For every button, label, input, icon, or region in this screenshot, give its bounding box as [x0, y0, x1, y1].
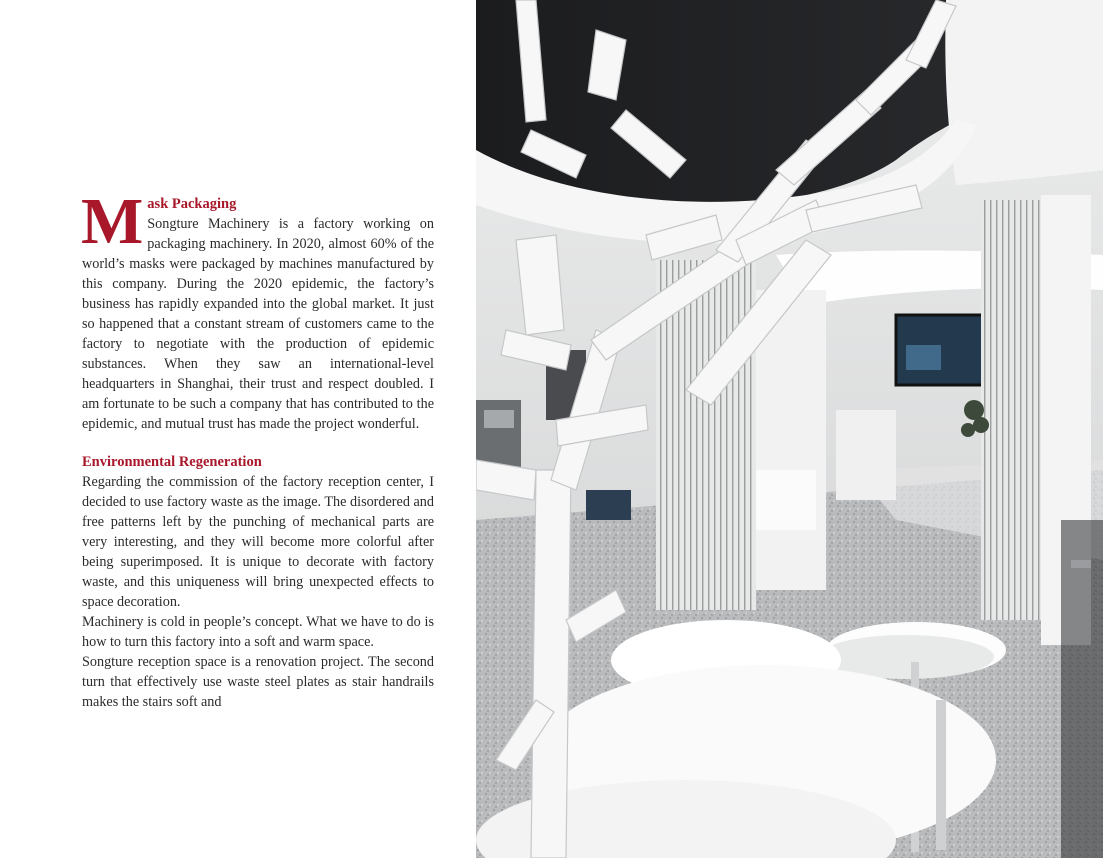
interior-photo-illustration	[476, 0, 1103, 858]
section-heading-mask-packaging: ask Packaging	[147, 196, 237, 212]
section-body-mask-packaging: Songture Machinery is a factory working on packaging machinery. In 2020, almost 60% of the world’s masks were packaged by machines manufactured by this company. During the 2020 epidemic, the factory’s business has rapidly expanded into the global market. It just so happened that a constant stream of customers came to the factory to negotiate with the production of epidemic substances. When they saw an international-level headquarters in Shanghai, their trust and respect doubled. I am fortunate to be such a company that has contributed to the epidemic, and mutual trust has made the project wonderful.	[82, 216, 434, 432]
paragraph-machinery: Machinery is cold in people’s concept. What we have to do is how to turn this factory into a soft and warm space.	[82, 614, 434, 650]
section-mask-packaging	[81, 185, 434, 434]
section-environmental-regeneration	[82, 452, 434, 712]
paragraph-commission: Regarding the commission of the factory reception center, I decided to use factory waste as the image. The disordered and free patterns left by the punching of mechanical parts are very interesting, and they will become more colorful after being superimposed. It is unique to decorate with factory waste, and this uniqueness will bring unexpected effects to space decoration.	[82, 474, 434, 610]
section-heading-environmental-regeneration: Environmental Regeneration	[82, 454, 262, 470]
article-text-column	[81, 185, 434, 712]
paragraph-renovation: Songture reception space is a renovation project. The second turn that effectively use waste steel plates as stair handrails makes the stairs soft and	[82, 654, 434, 710]
interior-photo	[476, 0, 1103, 858]
section-spacer	[82, 434, 434, 452]
drop-cap: M	[81, 185, 144, 258]
